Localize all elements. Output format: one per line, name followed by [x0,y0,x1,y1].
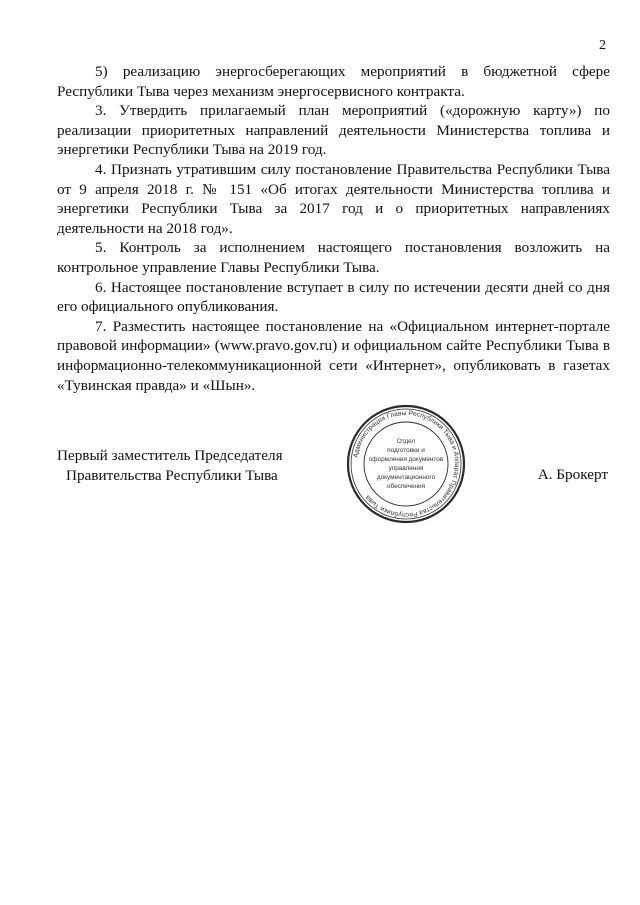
paragraph-item-5: 5) реализацию энергосберегающих мероприятий в бюджетной сфере Республики Тыва через механизм энергосервисного контракта. [57,63,610,100]
signatory-name: А. Брокерт [537,466,608,483]
paragraph-4: 4. Признать утратившим силу постановление Правительства Республики Тыва от 9 апреля 2018 г. № 151 «Об итогах деятельности Министерства топлива и энергетики Республики Тыва за 2017 год и о приоритетных направлениях деятельности на 2018 год». [57,160,610,237]
seal-inner-line: документационного [376,474,436,481]
seal-outer-text: Администрация Главы Республики Тыва и Аппарат Правительства Республики Тыва [352,409,461,519]
signatory-title-line-2: Правительства Республики Тыва [66,466,278,484]
paragraph-6: 6. Настоящее постановление вступает в силу по истечении десяти дней со дня его официального опубликования. [57,278,610,316]
official-seal [345,403,467,525]
document-body [57,62,610,395]
page-number: 2 [599,38,606,53]
signatory-title [57,446,283,485]
seal-inner-line: оформления документов [368,456,444,463]
seal-inner-line: Отдел [396,438,416,445]
seal-inner-line: управления [388,465,424,472]
seal-inner-line: подготовки и [387,447,425,454]
seal-inner-line: обеспечения [386,483,426,490]
paragraph-7: 7. Разместить настоящее постановление на «Официальном интернет-портале правовой информации» (www.pravo.gov.ru) и официальном сайте Республики Тыва в информационно-телекоммуникационной сети «Интернет», опубликовать в газетах «Тувинская правда» и «Шын». [57,317,610,394]
signatory-title-line-1: Первый заместитель Председателя [57,447,283,464]
paragraph-5: 5. Контроль за исполнением настоящего постановления возложить на контрольное управление Главы Республики Тыва. [57,239,610,276]
paragraph-3: 3. Утвердить прилагаемый план мероприятий («дорожную карту») по реализации приоритетных направлений деятельности Министерства топлива и энергетики Республики Тыва на 2019 год. [57,102,610,159]
